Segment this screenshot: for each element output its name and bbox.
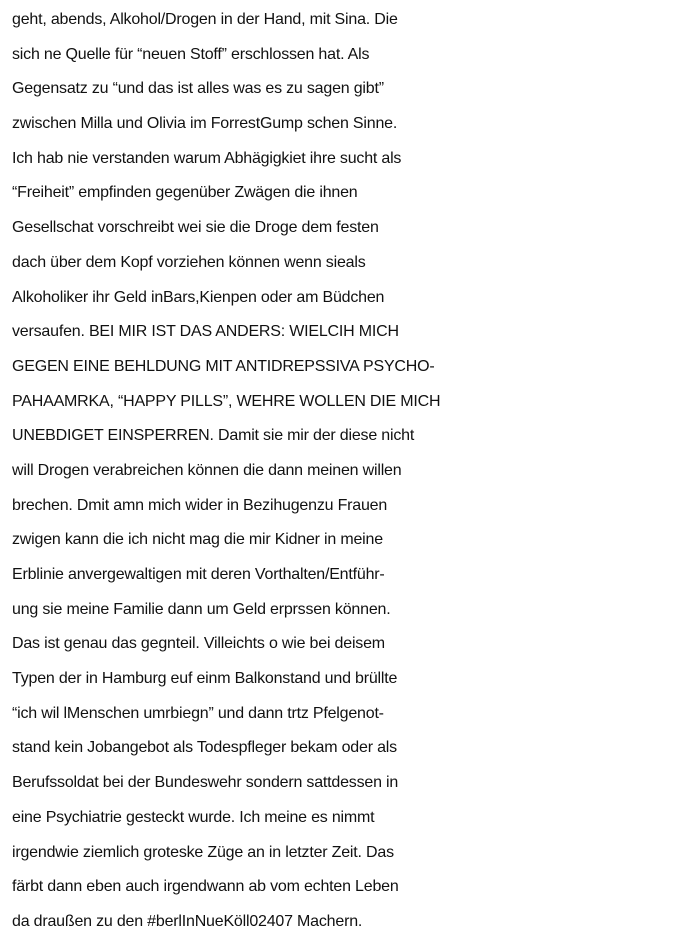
text-line: Gegensatz zu “und das ist alles was es zu sagen gibt”: [12, 80, 384, 98]
text-line: ung sie meine Familie dann um Geld erprssen können.: [12, 600, 391, 618]
text-line: brechen. Dmit amn mich wider in Bezihugenzu Frauen: [12, 496, 388, 514]
text-line: Das ist genau das gegnteil. Villeichts o wie bei deisem: [12, 635, 385, 653]
text-line: stand kein Jobangebot als Todespfleger bekam oder als: [12, 739, 397, 757]
text-line: dach über dem Kopf vorziehen können wenn sieals: [12, 253, 366, 271]
text-line: GEGEN EINE BEHLDUNG MIT ANTIDREPSSIVA PSYCHO-: [12, 357, 435, 375]
text-line: zwischen Milla und Olivia im ForrestGump schen Sinne.: [12, 115, 398, 133]
text-line: versaufen. BEI MIR IST DAS ANDERS: WIELCIH MICH: [12, 323, 399, 341]
text-line: PAHAAMRKA, “HAPPY PILLS”, WEHRE WOLLEN DIE MICH: [12, 392, 441, 410]
text-line: UNEBDIGET EINSPERREN. Damit sie mir der diese nicht: [12, 427, 415, 445]
text-line: “ich wil lMenschen umrbiegn” und dann trtz Pfelgenot-: [12, 704, 384, 722]
text-line: “Freiheit” empfinden gegenüber Zwägen die ihnen: [12, 184, 358, 202]
text-line: Erblinie anvergewaltigen mit deren Vorthalten/Entführ-: [12, 566, 385, 583]
text-line: sich ne Quelle für “neuen Stoff” erschlossen hat. Als: [12, 45, 370, 63]
text-line: geht, abends, Alkohol/Drogen in der Hand, mit Sina. Die: [12, 11, 398, 28]
body-text: [12, 3, 684, 940]
text-line: eine Psychiatrie gesteckt wurde. Ich meine es nimmt: [12, 808, 375, 826]
text-line: Ich hab nie verstanden warum Abhägigkiet ihre sucht als: [12, 149, 402, 167]
text-line: da draußen zu den #berlInNueKöll02407 Machern.: [12, 912, 363, 930]
text-line: färbt dann eben auch irgendwann ab vom echten Leben: [12, 878, 399, 896]
text-line: Typen der in Hamburg euf einm Balkonstand und brüllte: [12, 670, 398, 688]
text-line: Alkoholiker ihr Geld inBars,Kienpen oder am Büdchen: [12, 288, 385, 306]
text-line: zwigen kann die ich nicht mag die mir Kidner in meine: [12, 531, 383, 549]
text-line: irgendwie ziemlich groteske Züge an in letzter Zeit. Das: [12, 843, 394, 861]
text-line: Berufssoldat bei der Bundeswehr sondern sattdessen in: [12, 774, 399, 792]
text-line: Gesellschat vorschreibt wei sie die Droge dem festen: [12, 219, 379, 237]
text-line: will Drogen verabreichen können die dann meinen willen: [12, 461, 402, 479]
